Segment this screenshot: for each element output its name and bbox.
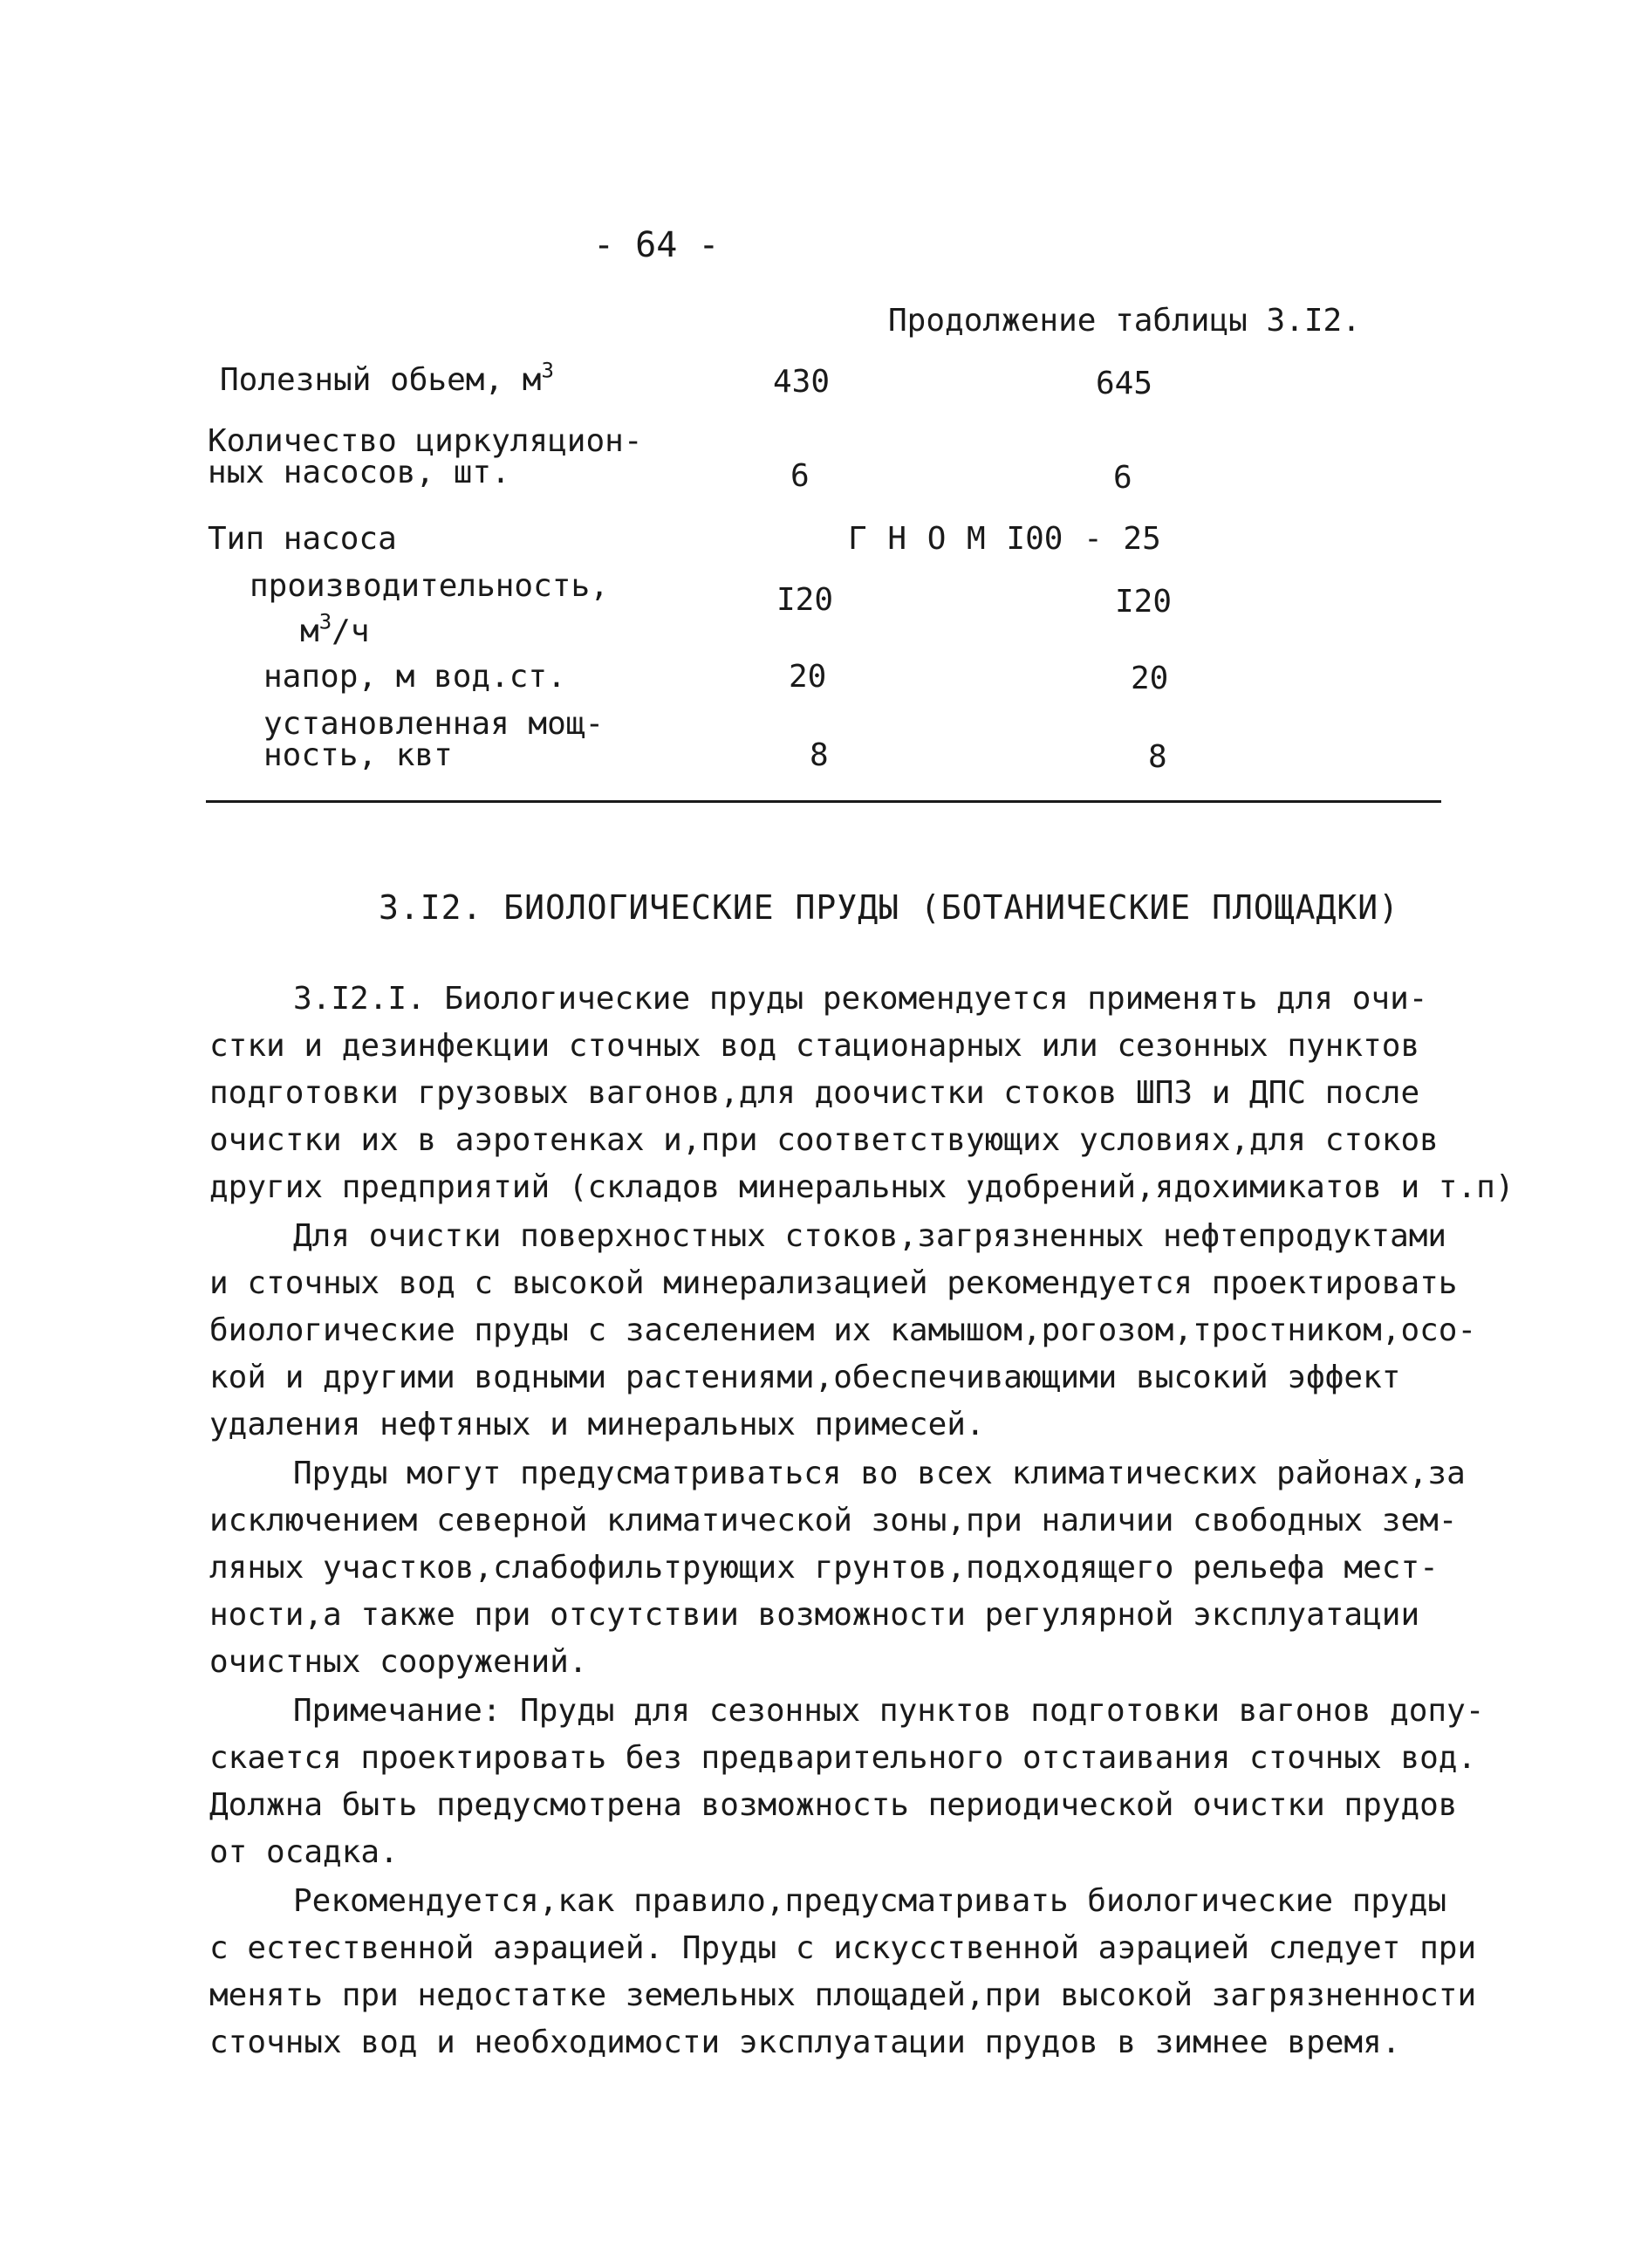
paragraph-line: Пруды могут предусматриваться во всех климатических районах,за xyxy=(293,1456,1466,1491)
paragraph-line: других предприятий (складов минеральных удобрений,ядохимикатов и т.п) xyxy=(209,1169,1515,1205)
row-label-text: Полезный обьем, м xyxy=(220,362,542,398)
paragraph-line: стки и дезинфекции сточных вод стационарных или сезонных пунктов xyxy=(209,1028,1420,1064)
row-label xyxy=(220,358,554,398)
paragraph-line: ляных участков,слабофильтрующих грунтов,подходящего рельефа мест- xyxy=(209,1550,1439,1586)
row-label-tail: /ч xyxy=(332,613,370,649)
row-value-col1: 8 xyxy=(810,737,829,773)
row-label: Тип насоса xyxy=(208,521,397,557)
note-paragraph xyxy=(209,1688,1485,1876)
row-label-sup: 3 xyxy=(541,358,554,383)
paragraph xyxy=(209,1878,1477,2066)
page-number: - 64 - xyxy=(593,225,720,265)
row-label-line1: Количество циркуляцион- xyxy=(208,423,643,459)
row-value-col1: I20 xyxy=(776,582,834,618)
paragraph-line: скается проектировать без предварительного отстаивания сточных вод. xyxy=(209,1740,1477,1776)
row-label-line1: производительность, xyxy=(250,568,609,604)
table-continuation-caption: Продолжение таблицы 3.I2. xyxy=(888,303,1361,339)
row-value-col2: 645 xyxy=(1096,366,1153,401)
row-label-text: м xyxy=(300,613,319,649)
paragraph-line: очистных сооружений. xyxy=(209,1644,588,1680)
row-value-col2: I20 xyxy=(1115,584,1173,620)
section-heading: 3.I2. БИОЛОГИЧЕСКИЕ ПРУДЫ (БОТАНИЧЕСКИЕ ПЛОЩАДКИ) xyxy=(379,888,1400,927)
row-label-line2 xyxy=(300,609,370,649)
paragraph-line: Должна быть предусмотрена возможность периодической очистки прудов xyxy=(209,1787,1458,1823)
paragraph-line: и сточных вод с высокой минерализацией рекомендуется проектировать xyxy=(209,1265,1458,1301)
row-label-line1: установленная мощ- xyxy=(263,706,605,742)
paragraph-line: очистки их в аэротенках и,при соответствующих условиях,для стоков xyxy=(209,1122,1439,1158)
paragraph-line: сточных вод и необходимости эксплуатации прудов в зимнее время. xyxy=(209,2025,1401,2060)
paragraph-line: подготовки грузовых вагонов,для доочистки стоков ШПЗ и ДПС после xyxy=(209,1075,1420,1111)
paragraph-line: менять при недостатке земельных площадей,при высокой загрязненности xyxy=(209,1977,1477,2013)
table-bottom-rule xyxy=(206,800,1441,803)
paragraph-line: Для очистки поверхностных стоков,загрязненных нефтепродуктами xyxy=(293,1218,1447,1254)
row-value-col1: 6 xyxy=(790,458,810,494)
row-value-col2: 8 xyxy=(1148,739,1167,775)
row-value-col2: 20 xyxy=(1131,661,1169,696)
row-label-line2: ных насосов, шт. xyxy=(208,455,510,490)
paragraph-line: удаления нефтяных и минеральных примесей. xyxy=(209,1407,985,1442)
row-label-sup: 3 xyxy=(318,609,332,634)
row-label-line2: ность, квт xyxy=(263,737,453,773)
paragraph-line: от осадка. xyxy=(209,1834,399,1870)
paragraph-line: 3.I2.I. Биологические пруды рекомендуется применять для очи- xyxy=(293,981,1428,1017)
paragraph-line: исключением северной климатической зоны,при наличии свободных зем- xyxy=(209,1503,1458,1538)
row-value-col1: 430 xyxy=(773,364,831,400)
paragraph-line: Рекомендуется,как правило,предусматривать биологические пруды xyxy=(293,1883,1447,1919)
paragraph xyxy=(209,1450,1466,1686)
paragraph-line: ности,а также при отсутствии возможности регулярной эксплуатации xyxy=(209,1597,1420,1633)
paragraph-line: кой и другими водными растениями,обеспечивающими высокий эффект xyxy=(209,1360,1401,1395)
row-label: напор, м вод.ст. xyxy=(263,659,566,695)
row-span-value: Г Н О М I00 - 25 xyxy=(848,521,1161,557)
row-value-col1: 20 xyxy=(789,659,827,695)
paragraph-line: биологические пруды с заселением их камышом,рогозом,тростником,осо- xyxy=(209,1312,1477,1348)
paragraph xyxy=(209,976,1515,1211)
row-value-col2: 6 xyxy=(1113,460,1132,496)
paragraph-line: с естественной аэрацией. Пруды с искусственной аэрацией следует при xyxy=(209,1930,1477,1966)
paragraph-line: Примечание: Пруды для сезонных пунктов подготовки вагонов допу- xyxy=(293,1693,1485,1729)
paragraph xyxy=(209,1213,1477,1449)
